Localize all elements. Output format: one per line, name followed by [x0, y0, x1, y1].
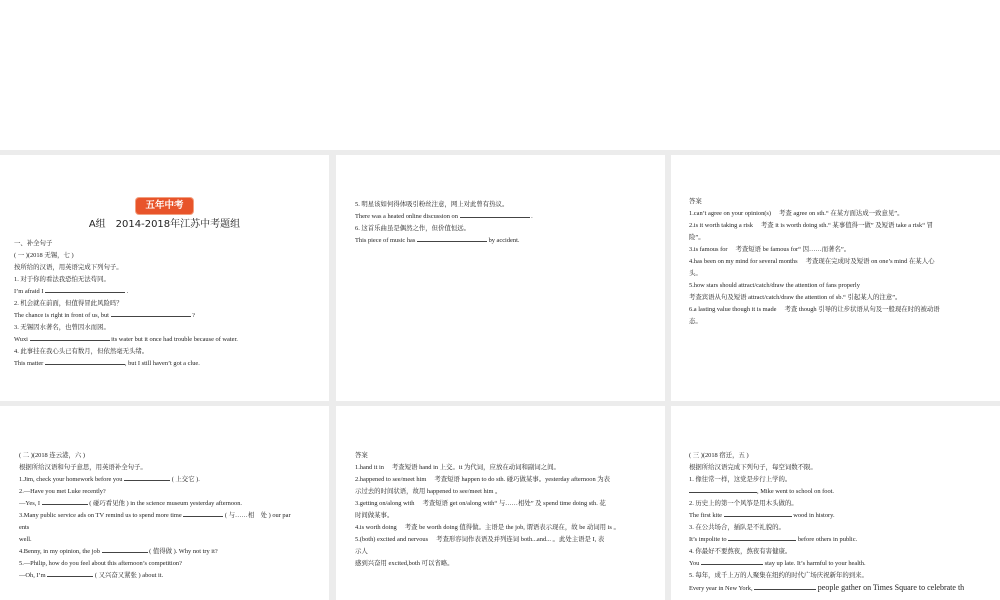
question-text: 1. 像往常一样，这党是步行上学的。 — [689, 476, 792, 483]
answer-line: ents — [19, 524, 30, 531]
answer-blank[interactable] — [701, 558, 763, 565]
question-text: 6. 这首乐曲虽是偶然之作，但价值恒远。 — [355, 225, 471, 232]
slide-1[interactable] — [0, 155, 329, 401]
question-text: 5. 明星该如何得体吸引粉丝注意，网上对此曾有热议。 — [355, 201, 509, 208]
answer-blank[interactable] — [754, 583, 816, 590]
answer-line: It’s impolite to before others in public. — [689, 536, 858, 543]
answer-blank[interactable] — [689, 486, 757, 493]
answer-item: 头。 — [689, 270, 702, 277]
answer-item: 5.how stars should attract/catch/draw the attention of fans properly — [689, 282, 860, 289]
answer-item: 示过去的时间状语，故用 happened to see/meet him 。 — [355, 488, 502, 495]
slide-3[interactable] — [671, 155, 1000, 401]
question-text: 1. 对于你的看法我恐怕无法苟同。 — [14, 276, 110, 283]
answer-item: 3.is famous for 考查短语 be famous for“ 因……而著名”。 — [689, 246, 851, 253]
answer-line: This matter , but I still haven’t got a clue. — [14, 360, 200, 367]
answer-line: You stay up late. It’s harmful to your health. — [689, 560, 866, 567]
blank-slide-area — [0, 0, 1000, 150]
section-badge: 五年中考 — [136, 198, 192, 214]
answer-item: 1.can’t agree on your opinion(s) 考查 agree on sth.“ 在某方面达成一致意见”。 — [689, 210, 904, 217]
question-source: ( 二 )(2018 连云港，六 ) — [19, 452, 86, 459]
answer-line: Every year in New York, people gather on Times Square to celebrate th — [689, 583, 965, 592]
question-text: 3. 在公共场合，插队是不礼貌的。 — [689, 524, 785, 531]
answer-item: 时间做某事。 — [355, 512, 394, 519]
question-text: 3. 无锡因水著名，也曾因水而困。 — [14, 324, 110, 331]
answer-item: 2.is it worth taking a risk 考查 it is worth doing sth.“ 某事值得一做” 及短语 take a risk“ 冒 — [689, 222, 934, 229]
answer-blank[interactable] — [111, 310, 191, 317]
answer-item: 感到兴奋用 excited,both 可以省略。 — [355, 560, 454, 567]
answer-item: 6.a lasting value though it is made 考查 though 引导的让步状语从句及一般现在时的被动语 — [689, 306, 940, 313]
answer-line: I’m afraid I . — [14, 288, 129, 295]
answer-line: 4.Benny, in my opinion, the job ( 值得做 ). Why not try it? — [19, 548, 218, 555]
slide-4[interactable] — [0, 406, 329, 600]
answer-blank[interactable] — [45, 358, 125, 365]
answer-blank[interactable] — [460, 211, 530, 218]
answer-line: The chance is right in front of us, but ? — [14, 312, 195, 319]
answer-item: 2.happened to see/meet him 考查短语 happen to do sth. 碰巧做某事。yesterday afternoon 为表 — [355, 476, 611, 483]
section-heading: 一、补全句子 — [14, 240, 53, 247]
answer-item: 示人 — [355, 548, 368, 555]
answer-blank[interactable] — [183, 510, 223, 517]
instruction: 根据所给汉语和句子意思，用英语补全句子。 — [19, 464, 147, 471]
answer-item: 态。 — [689, 318, 702, 325]
slide-6[interactable] — [671, 406, 1000, 600]
answer-item: 险”。 — [689, 234, 705, 241]
answer-heading: 答案 — [689, 198, 702, 205]
answer-item: 1.hand it in 考查短语 hand in 上交。it 为代词，应放在动词和副词之间。 — [355, 464, 560, 471]
question-text: 2.—Have you met Luke recently? — [19, 488, 106, 495]
instruction: 按所给的汉语，用英语完成下列句子。 — [14, 264, 123, 271]
answer-blank[interactable] — [124, 474, 170, 481]
answer-blank[interactable] — [47, 570, 93, 577]
slide-5[interactable] — [336, 406, 665, 600]
answer-item: 4.is worth doing 考查 be worth doing 值得做。主语是 the job, 谓语表示现在，故 be 动词用 is 。 — [355, 524, 620, 531]
answer-line: , Mike went to school on foot. — [689, 486, 986, 498]
answer-line: Wuxi its water but it once had trouble because of water. — [14, 336, 238, 343]
answer-line: —Yes, I ( 碰巧看见他 ) in the science museum yesterday afternoon. — [19, 500, 243, 507]
answer-blank[interactable] — [42, 498, 88, 505]
answer-heading: 答案 — [355, 452, 368, 459]
answer-item: 4.has been on my mind for several months 考查现在完成时及短语 on one’s mind 在某人心 — [689, 258, 935, 265]
answer-line: 3.Many public service ads on TV remind us to spend more time ( 与……相 处 ) our par — [19, 512, 291, 519]
question-source: ( 三 )(2018 宿迁，五 ) — [689, 452, 749, 459]
answer-blank[interactable] — [30, 334, 110, 341]
group-title: A组 2014-2018年江苏中考题组 — [88, 219, 241, 230]
answer-item: 5.(both) excited and nervous 考查形容词作表语及并列连词 both...and... 。此处主语是 I, 表 — [355, 536, 605, 543]
question-text: 4. 此事挂在我心头已有数月，但依然毫无头绪。 — [14, 348, 149, 355]
answer-blank[interactable] — [102, 546, 148, 553]
answer-blank[interactable] — [417, 235, 487, 242]
answer-blank[interactable] — [728, 534, 796, 541]
question-text: 5. 每年，成千上万的人聚集在纽约的时代广场庆祝新年的到来。 — [689, 572, 868, 579]
answer-line: There was a heated online discussion on . — [355, 213, 533, 220]
answer-line: The first kite wood in history. — [689, 512, 835, 519]
slide-2[interactable] — [336, 155, 665, 401]
question-text: 2. 机会就在前面，但值得冒此风险吗？ — [14, 300, 123, 307]
instruction: 根据所给汉语完成下列句子，每空词数不限。 — [689, 464, 817, 471]
question-text: 4. 你最好不要熬夜，熬夜有害健康。 — [689, 548, 792, 555]
question-source: ( 一 )(2018 无锡，七 ) — [14, 252, 74, 259]
question-text: 2. 历史上的第一个风筝是用木头做的。 — [689, 500, 798, 507]
answer-blank[interactable] — [724, 510, 792, 517]
answer-blank[interactable] — [45, 286, 125, 293]
answer-line: This piece of music has by accident. — [355, 237, 520, 244]
answer-line: —Oh, I’m ( 又兴奋又紧张 ) about it. — [19, 572, 164, 579]
answer-item: 3.getting on/along with 考查短语 get on/along with“ 与……相处” 及 spend time doing sth. 花 — [355, 500, 606, 507]
question-text: 5.—Philip, how do you feel about this afternoon’s competition? — [19, 560, 182, 567]
answer-line: well. — [19, 536, 32, 543]
answer-item: 考查宾语从句及短语 attract/catch/draw the attention of sb.“ 引起某人的注意”。 — [689, 294, 902, 301]
answer-line: 1.Jim, check your homework before you ( 上交它 ). — [19, 476, 200, 483]
